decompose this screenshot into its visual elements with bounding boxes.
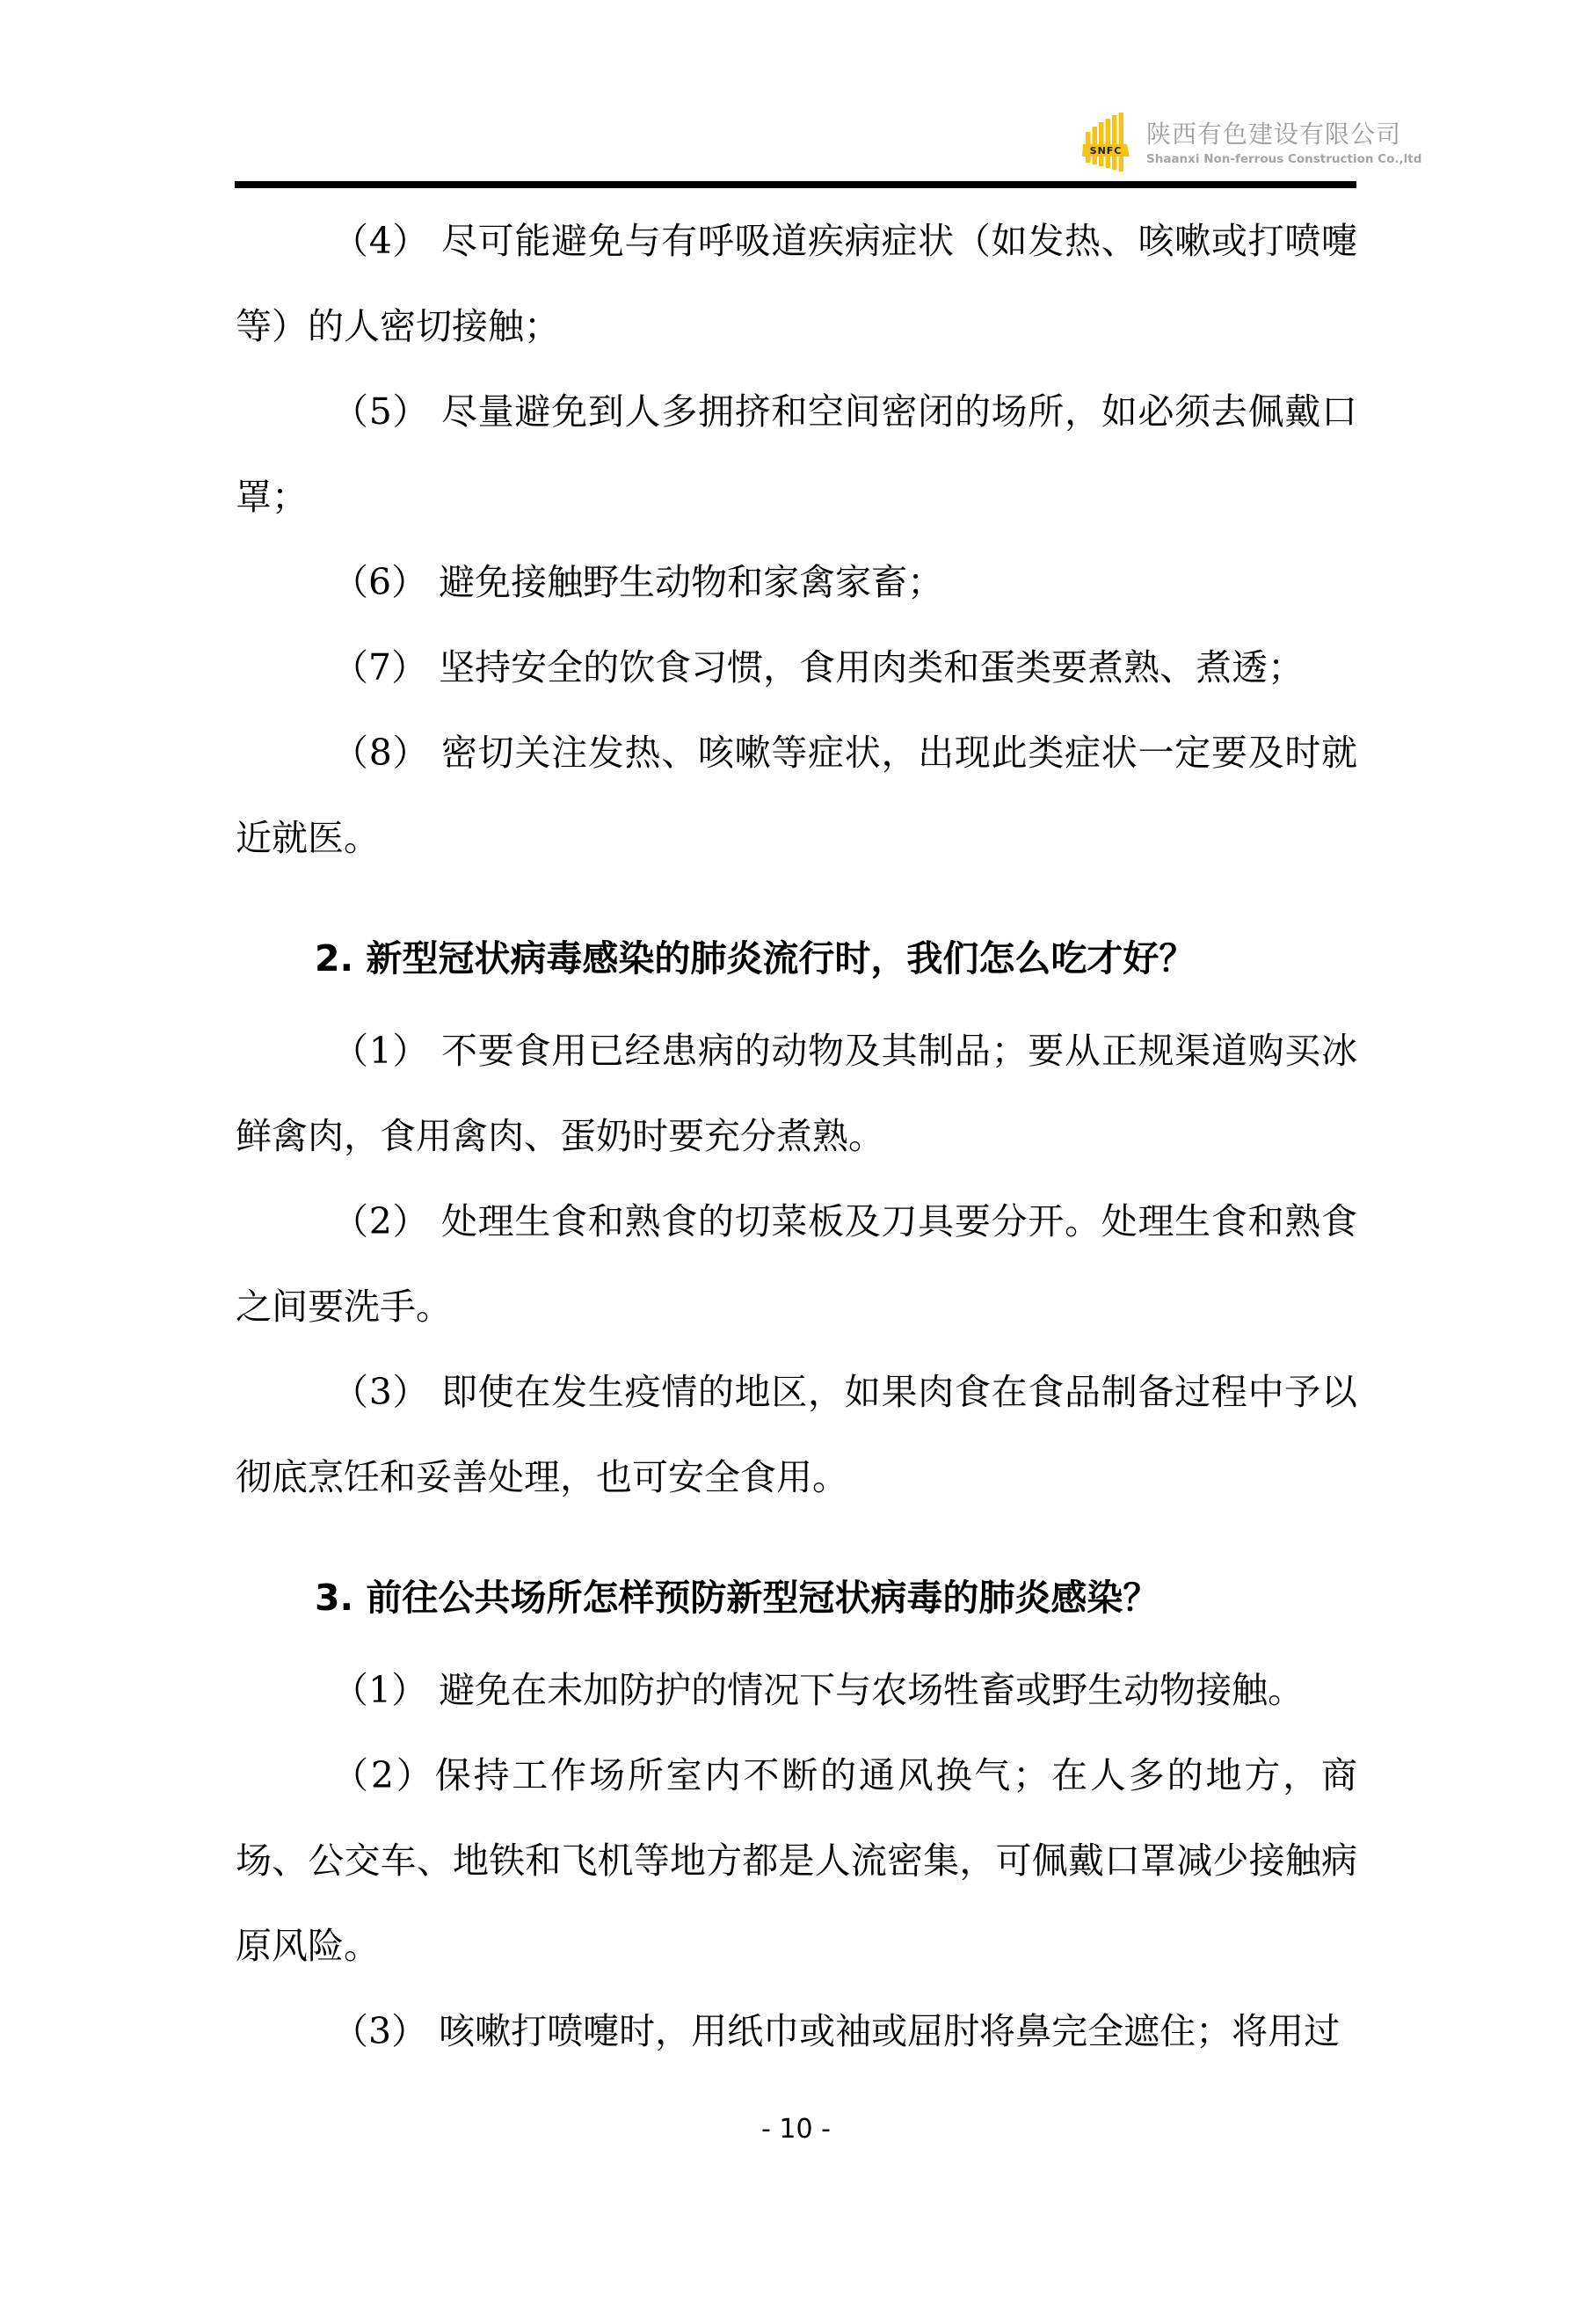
body-paragraph: （6） 避免接触野生动物和家禽家畜； (332, 561, 944, 603)
body-paragraph: （1） 避免在未加防护的情况下与农场牲畜或野生动物接触。 (332, 1669, 1305, 1711)
body-paragraph: （8） 密切关注发热、咳嗽等症状，出现此类症状一定要及时就近就医。 (236, 732, 1357, 859)
company-logo (1081, 111, 1421, 176)
header-divider-rule (235, 181, 1356, 188)
section-heading: 2. 新型冠状病毒感染的肺炎流行时，我们怎么吃才好？ (315, 937, 1196, 980)
snfc-logo-icon (1081, 111, 1132, 176)
body-paragraph: （1） 不要食用已经患病的动物及其制品；要从正规渠道购买冰鲜禽肉，食用禽肉、蛋奶时要充分煮熟。 (236, 1030, 1357, 1157)
section-heading: 3. 前往公共场所怎样预防新型冠状病毒的肺炎感染？ (315, 1577, 1159, 1619)
page-number: - 10 - (761, 2114, 831, 2145)
company-name-en: Shaanxi Non-ferrous Construction Co.,ltd (1146, 152, 1422, 166)
company-name-cn: 陕西有色建设有限公司 (1146, 120, 1402, 149)
body-paragraph: （2） 处理生食和熟食的切菜板及刀具要分开。处理生食和熟食之间要洗手。 (236, 1200, 1357, 1328)
body-paragraph: （7） 坚持安全的饮食习惯，食用肉类和蛋类要煮熟、煮透； (332, 646, 1305, 688)
body-paragraph: （3） 即使在发生疫情的地区，如果肉食在食品制备过程中予以彻底烹饪和妥善处理，也可安全食用。 (236, 1371, 1357, 1498)
logo-abbr-text: SNFC (1089, 145, 1123, 157)
document-body (236, 199, 1357, 2074)
company-names (1146, 120, 1421, 167)
body-paragraph: （4） 尽可能避免与有呼吸道疾病症状（如发热、咳嗽或打喷嚏等）的人密切接触； (236, 220, 1357, 347)
body-paragraph: （5） 尽量避免到人多拥挤和空间密闭的场所，如必须去佩戴口罩； (236, 390, 1357, 518)
body-paragraph: （2）保持工作场所室内不断的通风换气；在人多的地方，商场、公交车、地铁和飞机等地方都是人流密集，可佩戴口罩减少接触病原风险。 (236, 1754, 1357, 1967)
body-paragraph: （3） 咳嗽打喷嚏时，用纸巾或袖或屈肘将鼻完全遮住；将用过 (332, 2010, 1341, 2052)
